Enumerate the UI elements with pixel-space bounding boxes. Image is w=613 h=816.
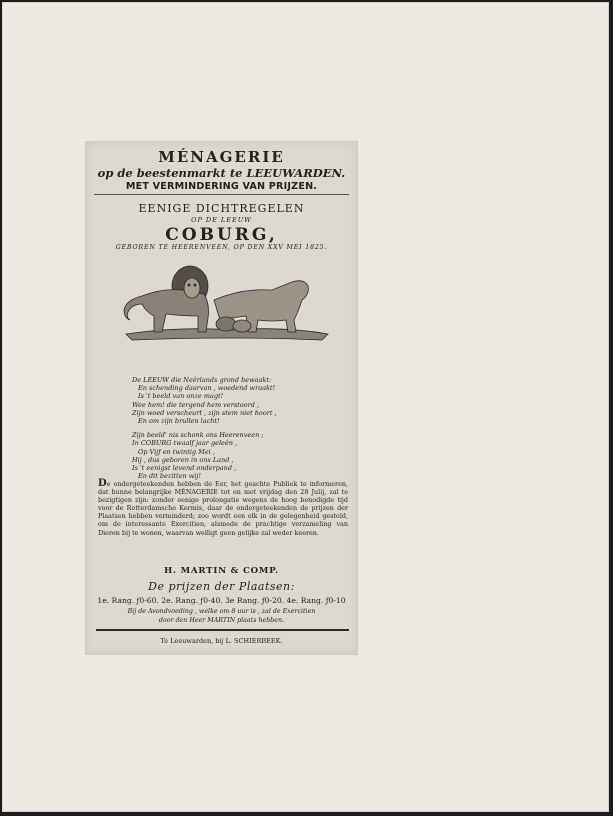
- poem-line: Hij , dus geboren in ons Land ,: [132, 455, 234, 464]
- poem-line: In COBURG twaalf jaar geleên ,: [132, 439, 238, 448]
- poster-subtitle: op de beestenmarkt te LEEUWARDEN.: [97, 166, 346, 180]
- poem-line: En schending daarvan , woedend wraakt!: [138, 384, 276, 393]
- announcement-text: [98, 480, 348, 537]
- poster-title: MÉNAGERIE: [158, 148, 285, 166]
- lion-engraving-illustration: [122, 260, 332, 344]
- feeding-note-line-2: door den Heer MARTIN plaats hebben.: [158, 617, 285, 624]
- poem-line: Zijn beeld' nis schonk ons Heerenveen ;: [132, 431, 264, 440]
- poem-line: De LEEUW die Neêrlands grond bewaakt:: [132, 376, 272, 384]
- title-rule: [94, 194, 349, 195]
- poem-line: Wee hem! die tergend hem verstoord ,: [132, 400, 259, 409]
- poem-line: Zijn woed verscheurt , zijn stem niet hoort ,: [132, 408, 277, 417]
- signature: H. MARTIN & COMP.: [164, 566, 279, 576]
- printer-imprint: Te Leeuwarden, bij L. SCHIERBEEK.: [160, 637, 283, 645]
- poem-heading-sub: OP DE LEEUW: [191, 216, 252, 224]
- feeding-note-line-1: Bij de Avondvoeding , welke om 8 uur is , zal de Exercitien: [127, 608, 316, 615]
- poem-block: [132, 376, 277, 480]
- lion-name: COBURG,: [165, 225, 278, 245]
- footer-rule: [96, 629, 349, 631]
- poem-line: En om zijn brullen lacht!: [138, 416, 220, 425]
- poem-line: Op Vijf en twintig Mei ,: [138, 447, 215, 456]
- birth-line: GEBOREN TE HEERENVEEN, OP DEN XXV MEI 1825.: [115, 244, 328, 251]
- poem-heading: EENIGE DICHTREGELEN: [138, 202, 305, 215]
- passe-partout-mat: [2, 2, 609, 812]
- prices-title: De prijzen der Plaatsen:: [148, 580, 295, 593]
- announcement-paragraph: De ondergeteekenden hebben de Eer, het geachte Publiek te informeren, dat hunne belangrijke MÉNAGERIE tot en met vrijdag den 28 Julij, zal te bezigtigen zijn: zonder eenige prolongatie wegens de hoog benodigde tijd voor de Rotterdamsche Kermis, daar de ondergeteekenden de prijzen der Plaatsen hebben verminderd; zoo wordt een elk in de gelegenheid gesteld, om de interessante Exercitien, alsmede de prachtige verzameling van Dieren bij te wonen, waarvan welligt geen gelijke zal weder keeren.: [98, 478, 348, 537]
- poster-tagline: MET VERMINDERING VAN PRIJZEN.: [125, 181, 318, 192]
- poem-line: En dit bezitten wij!: [138, 472, 202, 481]
- prices-line: 1e. Rang. ƒ0-60. 2e. Rang. ƒ0-40. 3e Rang. ƒ0-20. 4e. Rang. ƒ0-10: [97, 596, 346, 605]
- poster-print: [86, 142, 357, 654]
- poem-line: Is 't beeld van onze magt!: [138, 392, 224, 401]
- poem-line: Is 't eenigst levend onderpand ,: [132, 463, 237, 472]
